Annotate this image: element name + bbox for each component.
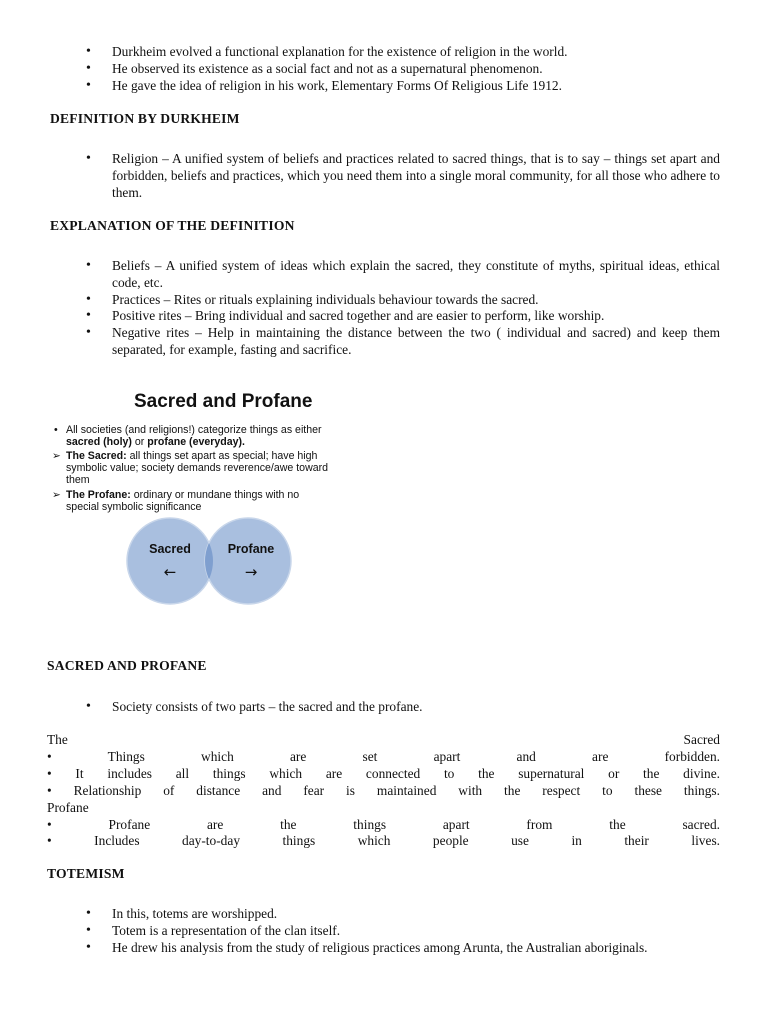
list-item: • Beliefs – A unified system of ideas which explain the sacred, they constitute of myths, spiritual ideas, ethical code, etc.	[86, 258, 720, 292]
list-item: • He drew his analysis from the study of religious practices among Arunta, the Australian aboriginals.	[86, 940, 720, 957]
sacred-profane-heading: SACRED AND PROFANE	[47, 658, 207, 673]
profane-circle	[205, 518, 291, 604]
list-item: • Durkheim evolved a functional explanation for the existence of religion in the world.	[86, 44, 720, 61]
list-item: • In this, totems are worshipped.	[86, 906, 720, 923]
list-item: • Society consists of two parts – the sacred and the profane.	[86, 699, 720, 716]
profane-label: Profane	[227, 542, 275, 556]
figure-title: Sacred and Profane	[134, 391, 313, 412]
arrow-right-icon: →	[244, 563, 258, 581]
justified-line: The Sacred	[47, 732, 720, 747]
definition-bullet-list	[86, 151, 720, 201]
explanation-bullet-list	[86, 258, 720, 359]
arrow-left-icon: ←	[163, 563, 177, 581]
totemism-bullet-list	[86, 906, 720, 956]
sacred-profane-bullet-list	[86, 699, 720, 716]
venn-diagram	[52, 384, 382, 624]
sacred-label: Sacred	[149, 542, 191, 556]
justified-line: • Relationship of distance and fear is maintained with the respect to these things.	[47, 783, 720, 798]
list-item: • Totem is a representation of the clan itself.	[86, 923, 720, 940]
list-item: • He observed its existence as a social fact and not as a supernatural phenomenon.	[86, 61, 720, 78]
figure-point-3: ➢ The Profane: ordinary or mundane things with no special symbolic significance	[52, 489, 300, 513]
justified-line: • Includes day-to-day things which people use in their lives.	[47, 833, 720, 848]
justified-line: • Things which are set apart and are forbidden.	[47, 749, 720, 764]
small-bullet-icon: •	[54, 424, 58, 436]
justified-line: • Profane are the things apart from the sacred.	[47, 817, 720, 832]
profane-subheading-line: Profane	[47, 800, 89, 815]
intro-bullet-list	[86, 44, 720, 94]
figure-point-1: • All societies (and religions!) categorize things as either sacred (holy) or profane (everyday).	[54, 424, 322, 448]
definition-heading: DEFINITION BY DURKHEIM	[50, 111, 240, 126]
list-item: • Religion – A unified system of beliefs and practices related to sacred things, that is to say – things set apart and forbidden, beliefs and practices, which you need them into a single moral community, for all those who adhere to them.	[86, 151, 720, 201]
list-item: • Practices – Rites or rituals explaining individuals behaviour towards the sacred.	[86, 292, 720, 309]
sacred-profane-slide-figure	[52, 384, 382, 624]
justified-line: • It includes all things which are connected to the supernatural or the divine.	[47, 766, 720, 781]
explanation-heading: EXPLANATION OF THE DEFINITION	[50, 218, 295, 233]
totemism-heading: TOTEMISM	[47, 866, 125, 881]
list-item: • He gave the idea of religion in his work, Elementary Forms Of Religious Life 1912.	[86, 78, 720, 95]
sacred-circle	[127, 518, 213, 604]
arrow-bullet-icon: ➢	[52, 489, 61, 501]
arrow-bullet-icon: ➢	[52, 450, 61, 462]
list-item: • Negative rites – Help in maintaining the distance between the two ( individual and sacred) and keep them separated, for example, fasting and sacrifice.	[86, 325, 720, 359]
list-item: • Positive rites – Bring individual and sacred together and are easier to perform, like worship.	[86, 308, 720, 325]
figure-point-2: ➢ The Sacred: all things set apart as special; have high symbolic value; society demands reverence/awe toward them	[52, 450, 329, 486]
